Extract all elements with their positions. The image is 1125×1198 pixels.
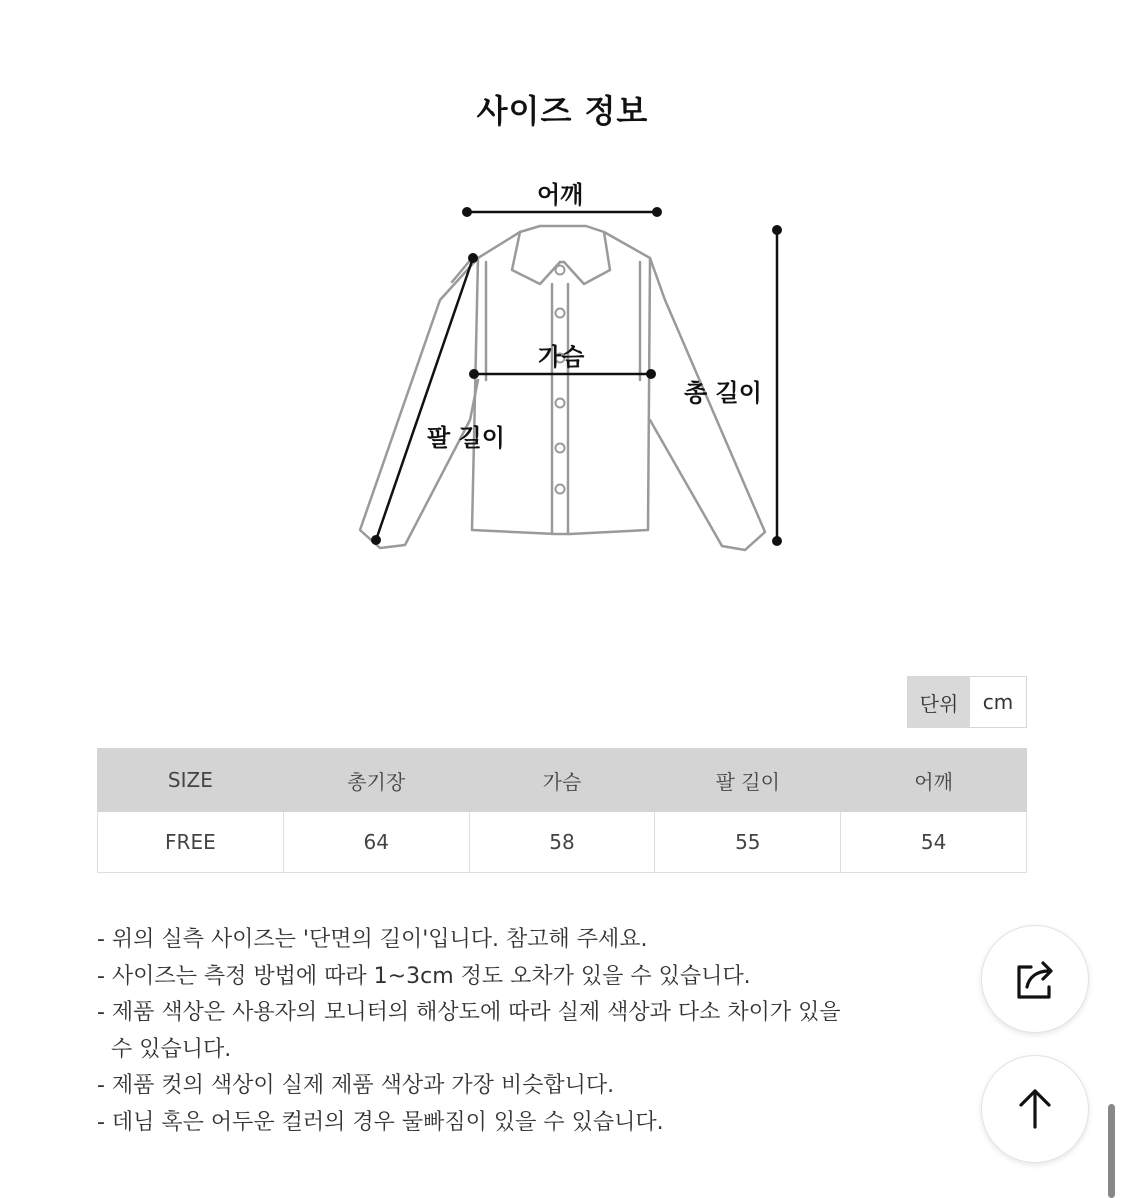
table-cell: FREE	[98, 812, 284, 873]
shoulder-label: 어깨	[537, 181, 584, 209]
arrow-up-icon	[1007, 1081, 1063, 1137]
scrollbar[interactable]	[1108, 1104, 1115, 1198]
share-icon	[1007, 951, 1063, 1007]
table-header-row	[98, 749, 1027, 812]
total-length-label: 총 길이	[684, 379, 762, 407]
table-cell: 64	[283, 812, 469, 873]
note-item: - 사이즈는 측정 방법에 따라 1~3cm 정도 오차가 있을 수 있습니다.	[97, 963, 751, 989]
note-item: - 제품 컷의 색상이 실제 제품 색상과 가장 비슷합니다.	[97, 1073, 615, 1098]
sleeve-length-label: 팔 길이	[427, 424, 505, 452]
scroll-to-top-button[interactable]	[981, 1055, 1089, 1163]
note-item: - 위의 실측 사이즈는 '단면의 길이'입니다. 참고해 주세요.	[97, 927, 648, 952]
table-header-cell: SIZE	[98, 749, 284, 812]
table-header-cell: 총기장	[283, 749, 469, 812]
table-header-cell: 가슴	[469, 749, 655, 812]
note-item: - 데님 혹은 어두운 컬러의 경우 물빠짐이 있을 수 있습니다.	[97, 1109, 664, 1135]
share-button[interactable]	[981, 925, 1089, 1033]
table-cell: 54	[841, 812, 1027, 873]
note-item: 수 있습니다.	[97, 1036, 232, 1062]
table-header-cell: 어깨	[841, 749, 1027, 812]
table-row	[98, 812, 1027, 873]
size-table	[97, 748, 1027, 873]
notes-list	[97, 922, 897, 1141]
chest-label: 가슴	[538, 343, 585, 371]
table-cell: 55	[655, 812, 841, 873]
unit-label: 단위	[908, 677, 970, 727]
page-title: 사이즈 정보	[476, 92, 649, 130]
unit-value: cm	[970, 677, 1026, 727]
unit-indicator	[907, 676, 1027, 728]
table-cell: 58	[469, 812, 655, 873]
note-item: - 제품 색상은 사용자의 모니터의 해상도에 따라 실제 색상과 다소 차이가 있을	[97, 1000, 841, 1025]
table-header-cell: 팔 길이	[655, 749, 841, 812]
